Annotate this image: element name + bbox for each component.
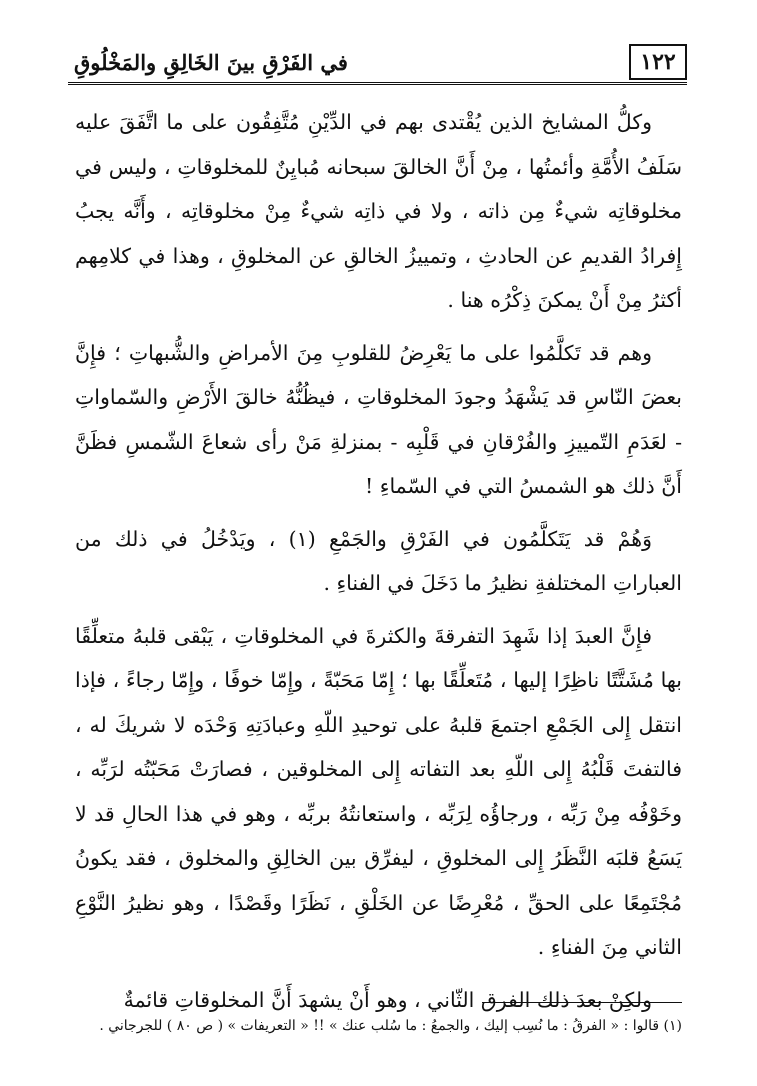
- page-number: ١٢٢: [629, 44, 687, 80]
- header-rule: [68, 82, 687, 85]
- paragraph-3: وَهُمْ قد يَتَكلَّمُون في الفَرْقِ والجَمْعِ (١) ، ويَدْخُلُ في ذلك من العباراتِ المختلفةِ نظيرُ ما دَخَلَ في الفناءِ .: [75, 526, 682, 595]
- paragraph-1: وكلُّ المشايخ الذين يُقْتدى بهم في الدِّيْنِ مُتَّفِقُون على ما اتَّفَقَ عليه سَلَفُ الأُمَّةِ وأئمتُها ، مِنْ أَنَّ الخالقَ سبحانه مُبايِنٌ للمخلوقاتِ ، وليس في مخلوقاتِه شيءٌ مِن ذاته ، ولا في ذاتِه شيءٌ مِنْ مخلوقاتِه ، وأَنَّه يجبُ إِفرادُ القديمِ عن الحادثِ ، وتمييزُ الخالقِ عن المخلوقِ ، وهذا في كلامِهم أكثرُ مِنْ أَنْ يمكنَ ذِكْرُه هنا .: [75, 110, 682, 312]
- paragraph-4: فإِنَّ العبدَ إذا شَهِدَ التفرقةَ والكثرةَ في المخلوقاتِ ، يَبْقى قلبهُ متعلِّقًا بها مُشَتَّتًا ناظِرًا إليها ، مُتَعلِّقًا بها ؛ إِمّا مَحَبّةً ، وإِمّا خوفًا ، وإِمّا رجاءً ، فإذا انتقل إِلى الجَمْعِ اجتمعَ قلبهُ على توحيدِ اللّهِ وعبادَتِهِ وَحْدَه لا شريكَ له ، فالتفتَ قَلْبُهُ إِلى اللّهِ بعد التفاته إِلى المخلوقين ، فصارَتْ مَحَبّتُه لرَبِّه ، وخَوْفُه مِنْ رَبِّه ، ورجاؤُه لِرَبِّه ، واستعانتُهُ بربِّه ، وهو في هذا الحالِ قد لا يَسَعُ قلبَه النَّظَرُ إِلى المخلوقِ ، ليفرِّق بين الخالِقِ والمخلوق ، فقد يكونُ مُجْتَمِعًا على الحقِّ ، مُعْرِضًا عن الخَلْقِ ، نَظَرًا وقَصْدًا ، وهو نظيرُ النَّوْعِ الثاني مِنَ الفناءِ .: [75, 623, 682, 959]
- footnote-rule: [482, 1002, 682, 1003]
- paragraph-5: ولكِنْ بعدَ ذلك الفرق الثّاني ، وهو أَنْ يشهدَ أَنَّ المخلوقاتِ قائمةٌ: [123, 987, 652, 1012]
- main-text: [75, 100, 682, 1030]
- footnote: (١) قالوا : « الفرقُ : ما نُسِب إليك ، والجمعُ : ما سُلب عنك » !! « التعريفات » ( ص ٨٠ ) للجرجاني .: [99, 1018, 682, 1034]
- running-title: في الفَرْقِ بينَ الخَالِقِ والمَخْلُوقِ: [74, 50, 348, 75]
- page-header: [68, 44, 687, 84]
- paragraph-2: وهم قد تَكلَّمُوا على ما يَعْرِضُ للقلوبِ مِنَ الأمراضِ والشُّبهاتِ ؛ فإِنَّ بعضَ النّاسِ قد يَشْهَدُ وجودَ المخلوقاتِ ، فيظُنُّهُ خالقَ الأَرْضِ والسّماواتِ - لعَدَمِ التّمييزِ والفُرْقانِ في قَلْبِه - بمنزلةِ مَنْ رأى شعاعَ الشّمسِ فظَنَّ أَنَّ ذلك هو الشمسُ التي في السّماءِ !: [75, 340, 682, 498]
